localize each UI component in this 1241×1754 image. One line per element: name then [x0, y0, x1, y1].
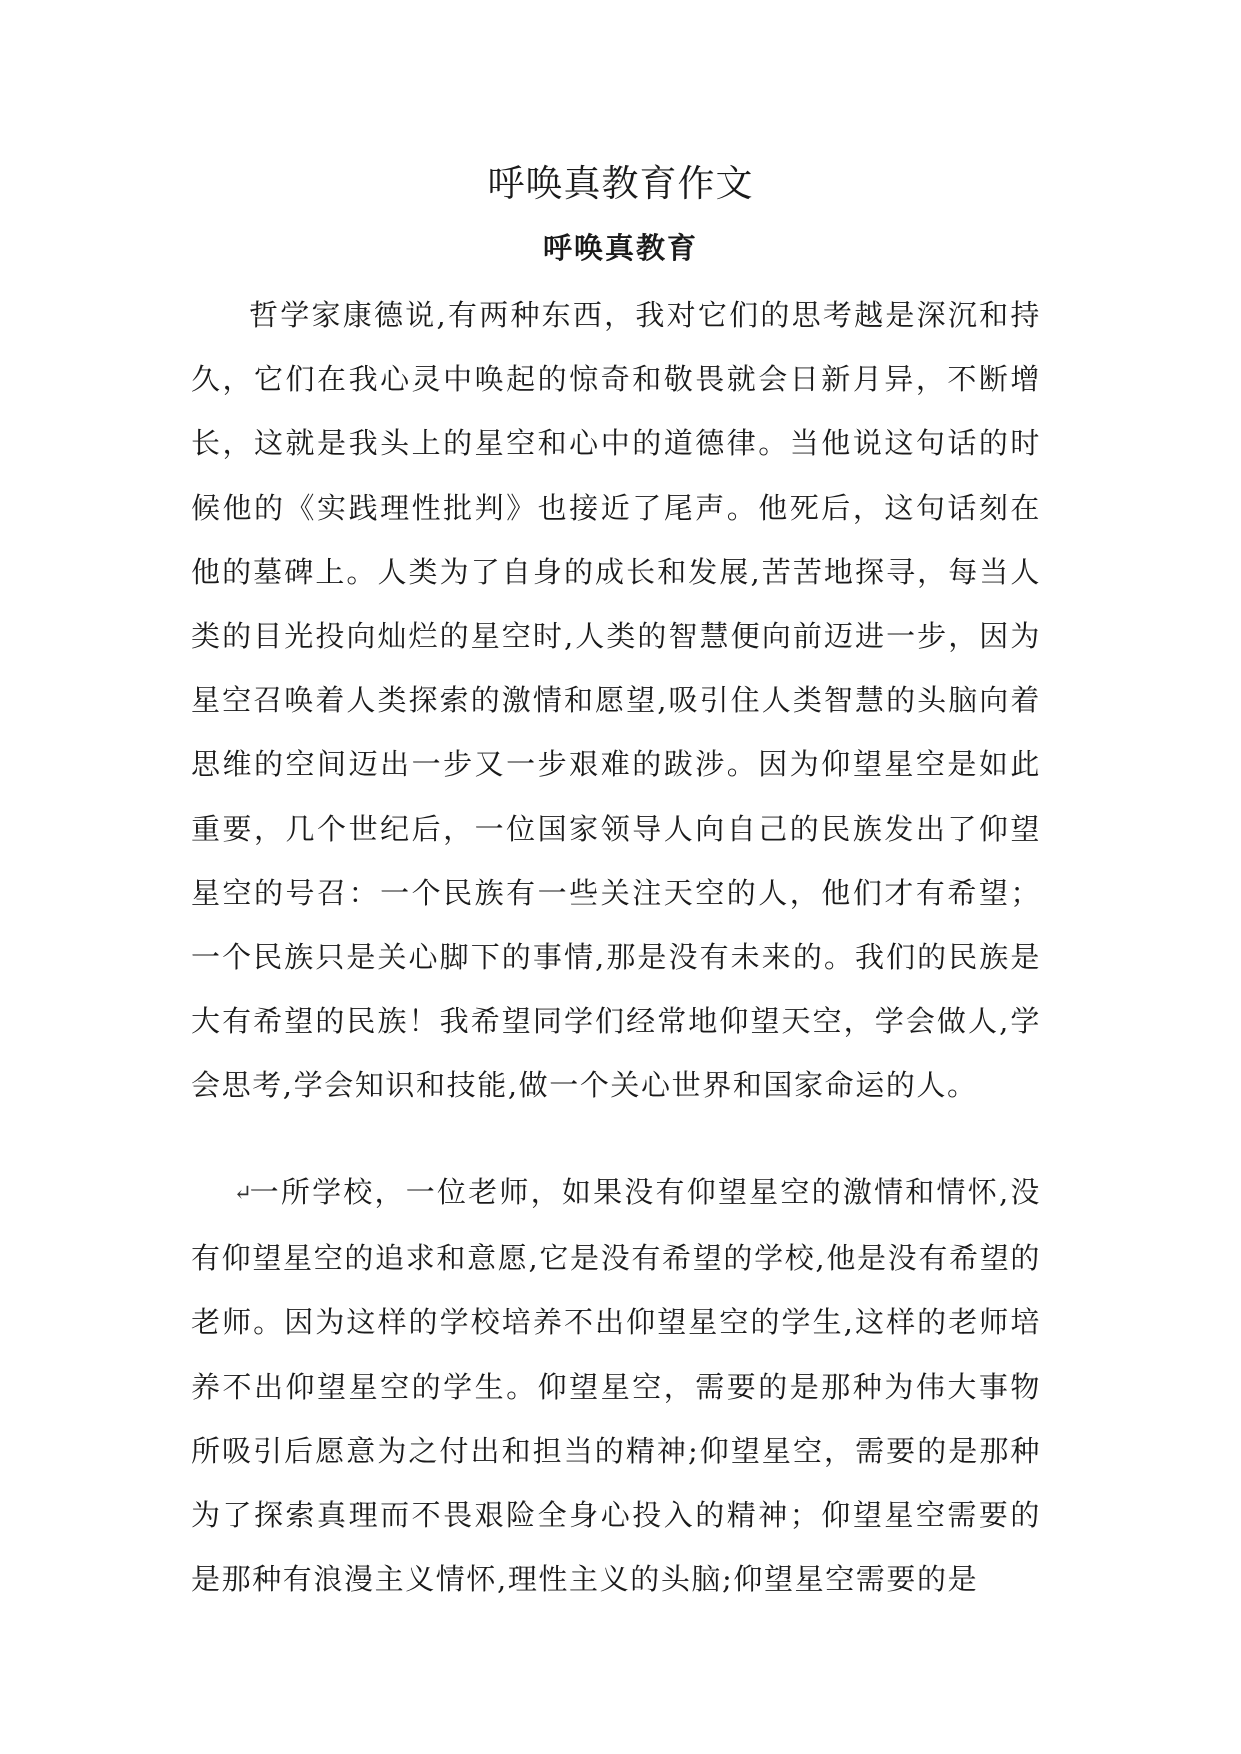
paragraph-2-text: 一所学校，一位老师，如果没有仰望星空的激情和情怀,没有仰望星空的追求和意愿,它是没有希望的学校,他是没有希望的老师。因为这样的学校培养不出仰望星空的学生,这样的老师培养不出仰望星空的学生。仰望星空，需要的是那种为伟大事物所吸引后愿意为之付出和担当的精神;仰望星空，需要的是那种为了探索真理而不畏艰险全身心投入的精神；仰望星空需要的是那种有浪漫主义情怀,理性主义的头脑;仰望星空需要的是 — [191, 1175, 1041, 1597]
document-subtitle: 呼唤真教育 — [542, 231, 698, 265]
paragraph-2 — [191, 1160, 1041, 1611]
paragraph-mark-icon: ↵ — [233, 1180, 254, 1206]
paragraph-1: 哲学家康德说,有两种东西，我对它们的思考越是深沉和持久，它们在我心灵中唤起的惊奇和敬畏就会日新月异，不断增长，这就是我头上的星空和心中的道德律。当他说这句话的时候他的《实践理性批判》也接近了尾声。他死后，这句话刻在他的墓碑上。人类为了自身的成长和发展,苦苦地探寻，每当人类的目光投向灿烂的星空时,人类的智慧便向前迈进一步，因为星空召唤着人类探索的激情和愿望,吸引住人类智慧的头脑向着思维的空间迈出一步又一步艰难的跋涉。因为仰望星空是如此重要，几个世纪后，一位国家领导人向自己的民族发出了仰望星空的号召：一个民族有一些关注天空的人，他们才有希望；一个民族只是关心脚下的事情,那是没有未来的。我们的民族是大有希望的民族！我希望同学们经常地仰望天空，学会做人,学会思考,学会知识和技能,做一个关心世界和国家命运的人。 — [191, 298, 1041, 1103]
document-title: 呼唤真教育作文 — [487, 162, 754, 205]
